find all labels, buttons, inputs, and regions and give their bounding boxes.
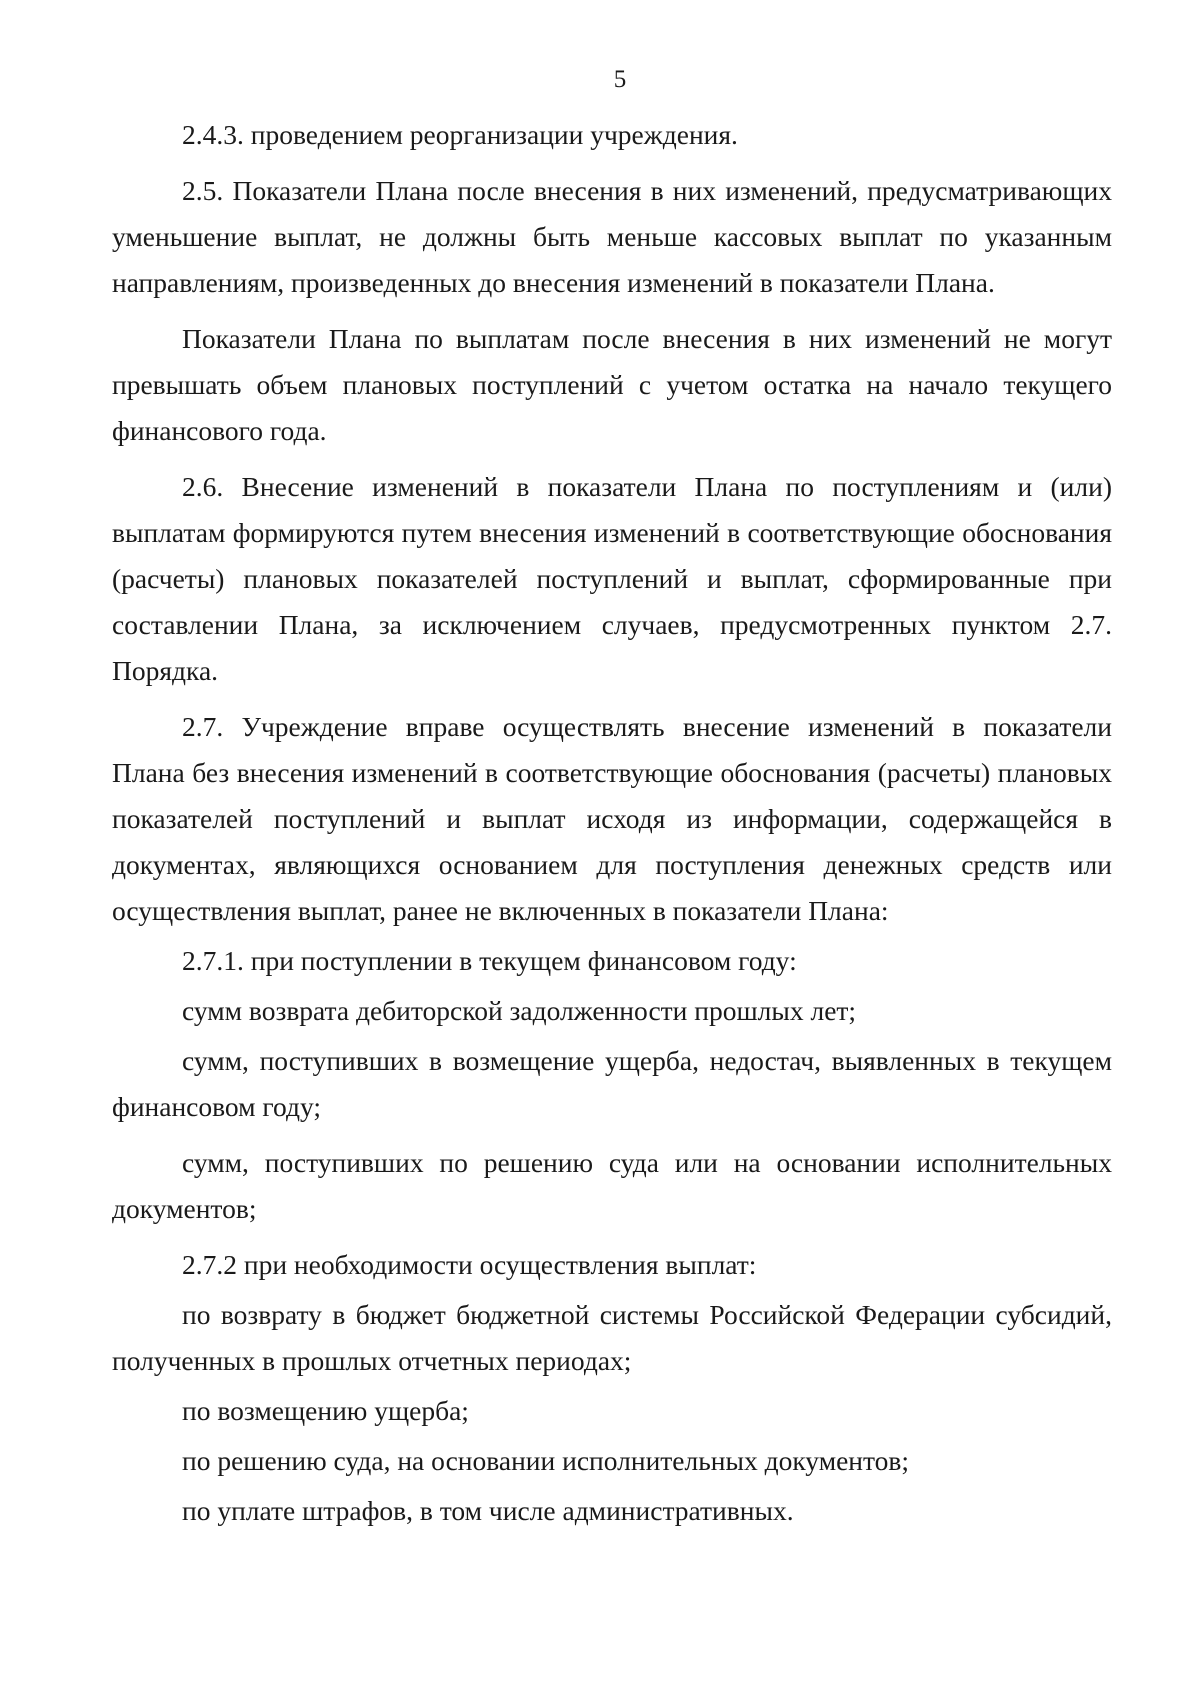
list-item-damage-compensation: сумм, поступивших в возмещение ущерба, недостач, выявленных в текущем финансовом году; [112,1045,1112,1122]
paragraph-plan-limits: Показатели Плана по выплатам после внесения в них изменений не могут превышать объем плановых поступлений с учетом остатка на начало текущего финансового года. [112,323,1112,446]
list-item-subsidy-return: по возврату в бюджет бюджетной системы Российской Федерации субсидий, полученных в прошлых отчетных периодах; [112,1299,1112,1376]
list-item-damage: по возмещению ущерба; [182,1395,469,1426]
paragraph-2-5: 2.5. Показатели Плана после внесения в них изменений, предусматривающих уменьшение выплат, не должны быть меньше кассовых выплат по указанным направлениям, произведенных до внесения изменений в показатели Плана. [112,175,1112,298]
document-body [112,112,1112,1534]
paragraph-2-7: 2.7. Учреждение вправе осуществлять внесение изменений в показатели Плана без внесения изменений в соответствующие обоснования (расчеты) плановых показателей поступлений и выплат исходя из информации, содержащейся в документах, являющихся основанием для поступления денежных средств или осуществления выплат, ранее не включенных в показатели Плана: [112,711,1112,926]
list-item-court-decision: сумм, поступивших по решению суда или на основании исполнительных документов; [112,1147,1112,1224]
paragraph-2-4-3: 2.4.3. проведением реорганизации учреждения. [182,119,738,150]
page-number: 5 [613,66,627,93]
paragraph-2-6: 2.6. Внесение изменений в показатели Плана по поступлениям и (или) выплатам формируются путем внесения изменений в соответствующие обоснования (расчеты) плановых показателей поступлений и выплат, сформированные при составлении Плана, за исключением случаев, предусмотренных пунктом 2.7. Порядка. [112,471,1112,686]
paragraph-2-7-2: 2.7.2 при необходимости осуществления выплат: [182,1249,757,1280]
list-item-receivables: сумм возврата дебиторской задолженности прошлых лет; [182,995,857,1026]
list-item-court-payments: по решению суда, на основании исполнительных документов; [182,1445,910,1476]
paragraph-2-7-1: 2.7.1. при поступлении в текущем финансовом году: [182,945,797,976]
list-item-fines: по уплате штрафов, в том числе административных. [182,1495,794,1526]
